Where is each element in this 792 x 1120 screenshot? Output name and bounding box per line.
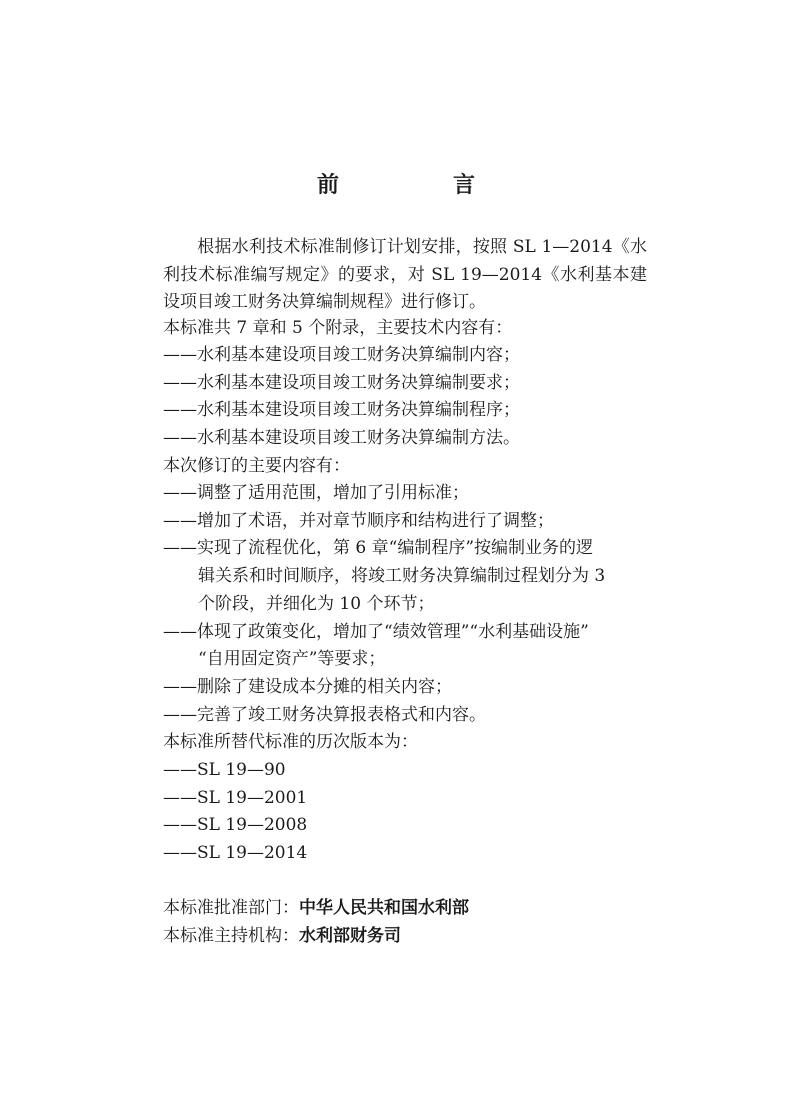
revision-item: ——增加了术语，并对章节顺序和结构进行了调整； xyxy=(163,511,554,531)
content-item: ——水利基本建设项目竣工财务决算编制方法。 xyxy=(163,428,520,448)
approval-label: 本标准批准部门： xyxy=(163,898,299,918)
approval-line xyxy=(163,896,469,920)
history-item: ——SL 19—2008 xyxy=(163,815,308,835)
host-value: 水利部财务司 xyxy=(299,926,401,946)
revision-item-continuation: 个阶段，并细化为 10 个环节； xyxy=(198,594,435,614)
host-line xyxy=(163,924,401,948)
revision-item-continuation: “自用固定资产”等要求； xyxy=(198,649,386,669)
intro-paragraph xyxy=(163,234,647,317)
revision-item: ——实现了流程优化，第 6 章“编制程序”按编制业务的逻 xyxy=(163,538,594,558)
revision-item-continuation: 辑关系和时间顺序，将竣工财务决算编制过程划分为 3 xyxy=(198,566,606,586)
revision-intro: 本次修订的主要内容有： xyxy=(163,456,350,476)
approval-value: 中华人民共和国水利部 xyxy=(299,898,469,918)
revision-item: ——删除了建设成本分摊的相关内容； xyxy=(163,677,452,697)
revision-item: ——调整了适用范围，增加了引用标准； xyxy=(163,483,469,503)
content-item: ——水利基本建设项目竣工财务决算编制要求； xyxy=(163,373,520,393)
history-item: ——SL 19—90 xyxy=(163,760,286,780)
page-title: 前 言 xyxy=(316,173,521,198)
content-item: ——水利基本建设项目竣工财务决算编制程序； xyxy=(163,400,520,420)
history-item: ——SL 19—2001 xyxy=(163,788,308,808)
revision-item: ——体现了政策变化，增加了“绩效管理”“水利基础设施” xyxy=(163,622,589,642)
content-item: ——水利基本建设项目竣工财务决算编制内容； xyxy=(163,345,520,365)
history-item: ——SL 19—2014 xyxy=(163,843,308,863)
history-intro: 本标准所替代标准的历次版本为： xyxy=(163,732,418,752)
host-label: 本标准主持机构： xyxy=(163,926,299,946)
intro-text: 根据水利技术标准制修订计划安排，按照 SL 1—2014《水利技术标准编写规定》的要求，对 SL 19—2014《水利基本建设项目竣工财务决算编制规程》进行修订。 xyxy=(163,237,647,312)
content-intro: 本标准共 7 章和 5 个附录，主要技术内容有： xyxy=(163,318,513,338)
revision-item: ——完善了竣工财务决算报表格式和内容。 xyxy=(163,705,486,725)
